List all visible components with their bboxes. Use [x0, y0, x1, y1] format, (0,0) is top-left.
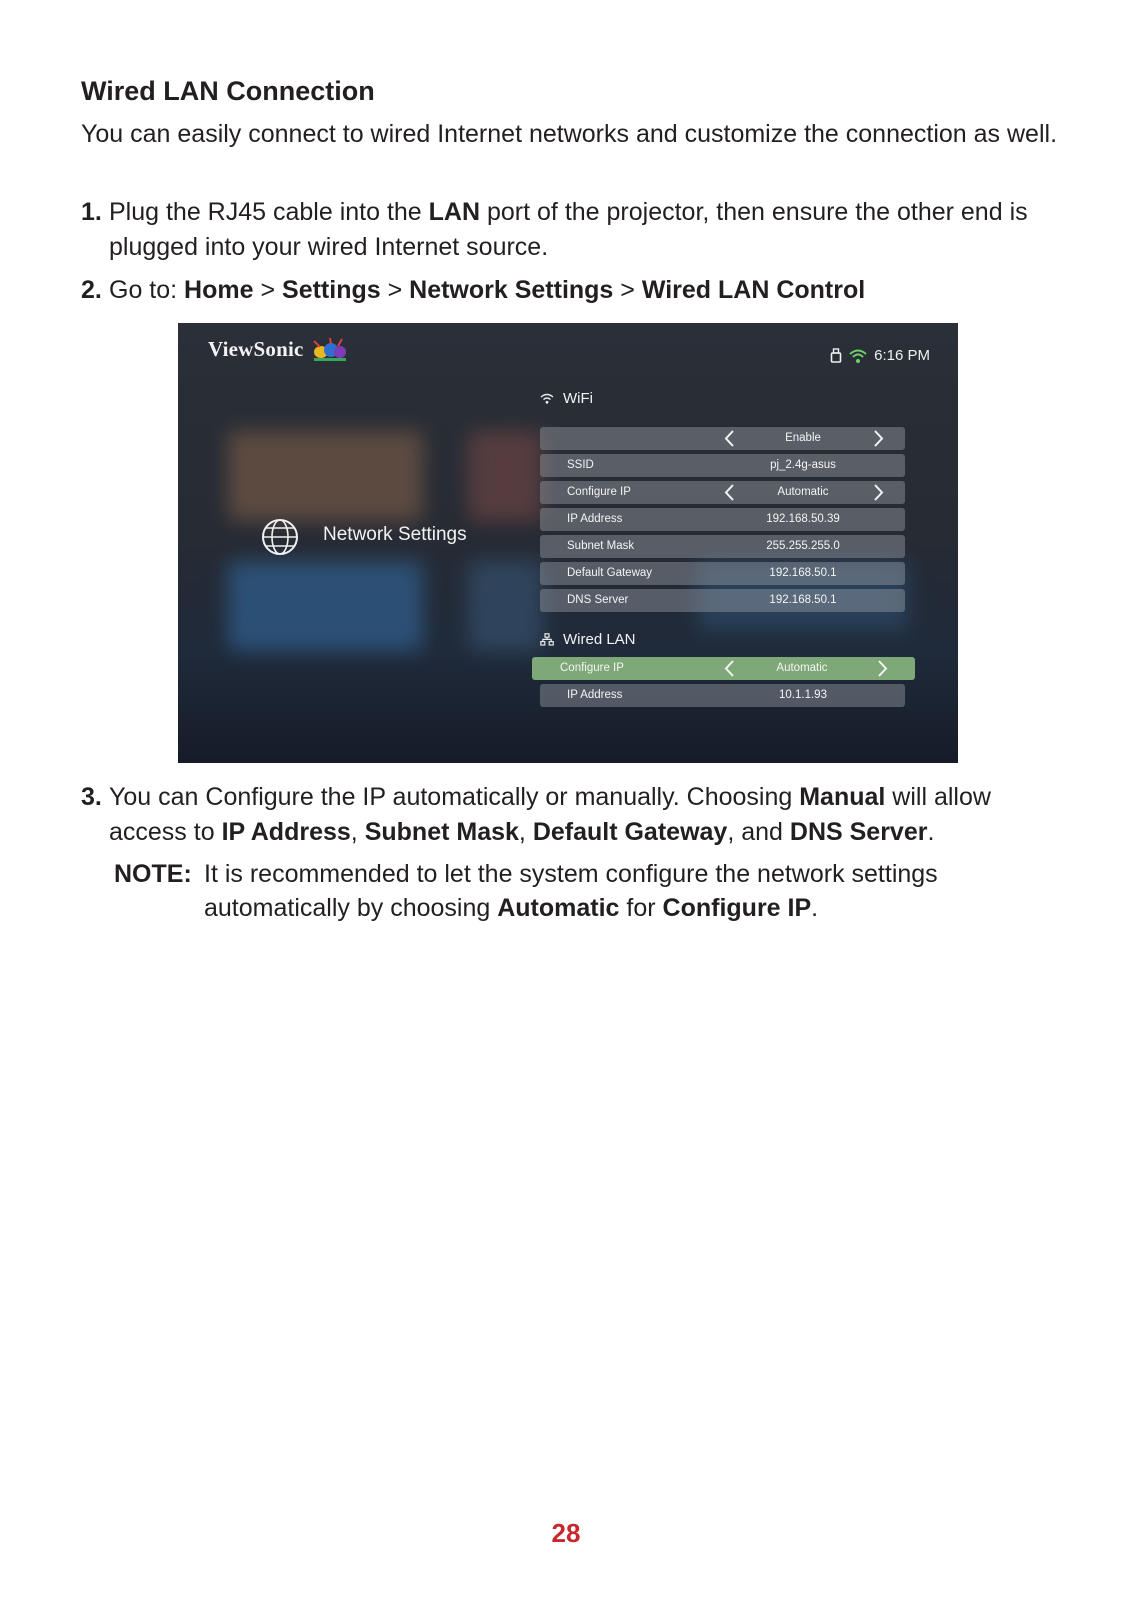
step-1: [81, 195, 1061, 265]
chevron-right-icon[interactable]: [875, 659, 889, 678]
network-icon: [540, 633, 554, 646]
chevron-left-icon[interactable]: [723, 659, 737, 678]
intro-paragraph: You can easily connect to wired Internet networks and customize the connection as well.: [81, 120, 1058, 148]
storage-icon: [830, 348, 842, 363]
note-text: It is recommended to let the system configure the network settings automatically by choosing Automatic for Configure IP.: [204, 860, 938, 922]
blurred-tile: [228, 561, 423, 651]
blurred-tile: [468, 431, 543, 521]
step-number: 1.: [81, 198, 102, 226]
step-text: Go to: Home > Settings > Network Settings > Wired LAN Control: [109, 276, 866, 304]
page-number: 28: [551, 1518, 581, 1548]
wifi-ip-address-row: IP Address 192.168.50.39: [540, 508, 905, 531]
section-heading: Wired LAN Connection: [81, 76, 375, 106]
wired-lan-section-title: Wired LAN: [540, 631, 636, 648]
step-text: Plug the RJ45 cable into the LAN port of the projector, then ensure the other end is plugged into your wired Internet source.: [109, 198, 1028, 261]
step-3: [81, 780, 1061, 850]
wifi-configure-ip-row[interactable]: Configure IP Automatic: [540, 481, 905, 504]
wifi-icon: [540, 393, 554, 404]
chevron-left-icon[interactable]: [723, 429, 737, 448]
wired-configure-ip-row[interactable]: Configure IP Automatic: [532, 657, 915, 680]
status-bar: [830, 347, 930, 364]
chevron-right-icon[interactable]: [871, 483, 885, 502]
step-number: 3.: [81, 783, 102, 811]
wifi-icon: [848, 348, 868, 364]
step-number: 2.: [81, 276, 102, 304]
wired-ip-address-row: IP Address 10.1.1.93: [540, 684, 905, 707]
clock: 6:16 PM: [874, 347, 930, 364]
viewsonic-logo: ViewSonic: [208, 337, 304, 361]
wifi-subnet-mask-row: Subnet Mask 255.255.255.0: [540, 535, 905, 558]
network-settings-screenshot: [178, 323, 958, 763]
blurred-tile: [228, 431, 423, 521]
blurred-tile: [468, 561, 543, 651]
note: [114, 857, 1044, 925]
birds-logo-icon: [312, 337, 348, 363]
wifi-dns-server-row: DNS Server 192.168.50.1: [540, 589, 905, 612]
chevron-left-icon[interactable]: [723, 483, 737, 502]
note-label: NOTE:: [114, 860, 192, 888]
step-2: [81, 273, 1061, 308]
wifi-ssid-row: SSID pj_2.4g-asus: [540, 454, 905, 477]
wifi-enable-row[interactable]: Enable: [540, 427, 905, 450]
chevron-right-icon[interactable]: [871, 429, 885, 448]
wifi-default-gateway-row: Default Gateway 192.168.50.1: [540, 562, 905, 585]
menu-label: Network Settings: [323, 524, 467, 545]
globe-icon: [260, 517, 300, 557]
wifi-section-title: WiFi: [540, 390, 593, 407]
step-text: You can Configure the IP automatically or manually. Choosing Manual will allow access to IP Address, Subnet Mask, Default Gateway, and DNS Server.: [109, 783, 991, 846]
